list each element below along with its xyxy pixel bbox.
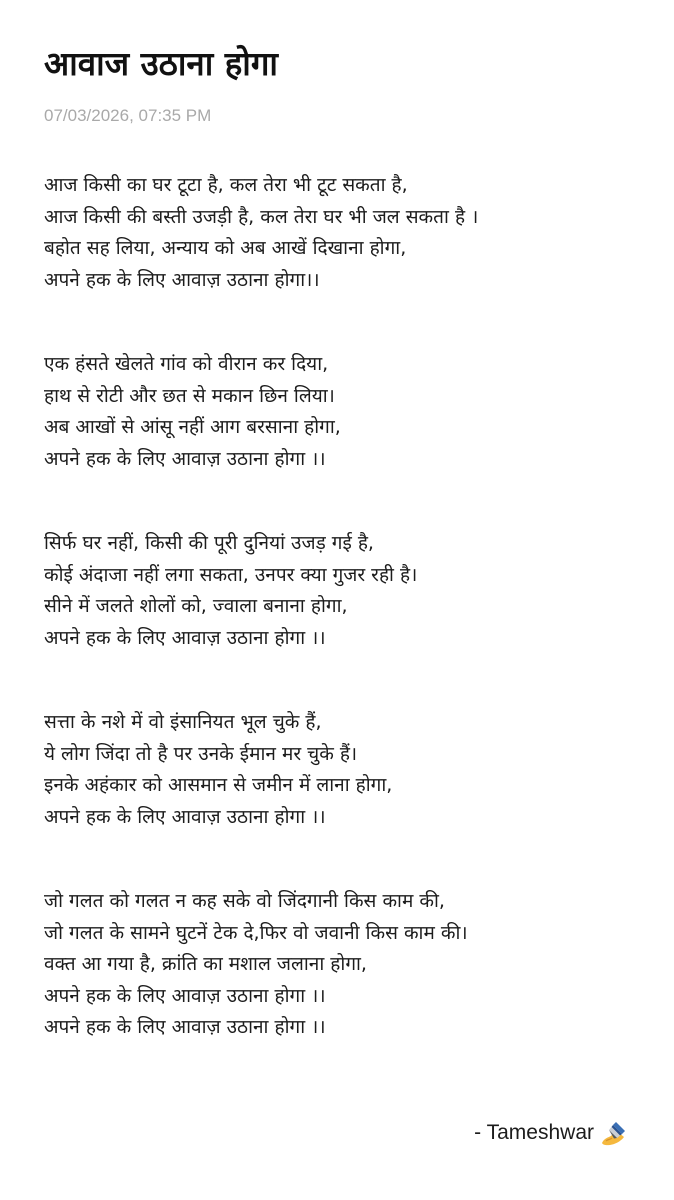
- poem-line: बहोत सह लिया, अन्याय को अब आखें दिखाना होगा,: [44, 237, 407, 259]
- writing-hand-icon: [598, 1119, 628, 1147]
- poem-line: अपने हक के लिए आवाज़ उठाना होगा ।।: [44, 447, 326, 470]
- poem-line: हाथ से रोटी और छत से मकान छिन लिया।: [44, 384, 335, 407]
- stanza: [44, 528, 664, 654]
- poem-line: अपने हक के लिए आवाज़ उठाना होगा।।: [44, 268, 320, 291]
- poem-line: अपने हक के लिए आवाज़ उठाना होगा ।।: [44, 1016, 326, 1038]
- poem-line: वक्त आ गया है, क्रांति का मशाल जलाना होगा,: [44, 953, 367, 975]
- poem-line: एक हंसते खेलते गांव को वीरान कर दिया,: [44, 353, 329, 375]
- stanza: [44, 349, 664, 475]
- poem-line: सत्ता के नशे में वो इंसानियत भूल चुके हैं,: [44, 711, 322, 733]
- poem-line: जो गलत के सामने घुटनें टेक दे,फिर वो जवानी किस काम की।: [44, 921, 468, 944]
- signature: [474, 1119, 628, 1147]
- poem-line: कोई अंदाजा नहीं लगा सकता, उनपर क्या गुजर रही है।: [44, 563, 418, 586]
- poem-line: सिर्फ घर नहीं, किसी की पूरी दुनियां उजड़ गई है,: [44, 532, 374, 554]
- stanza: [44, 707, 664, 833]
- poem-line: इनके अहंकार को आसमान से जमीन में लाना होगा,: [44, 774, 393, 796]
- stanza: [44, 886, 664, 1044]
- note-title: आवाज उठाना होगा: [44, 44, 278, 83]
- note-timestamp: 07/03/2026, 07:35 PM: [44, 106, 212, 125]
- poem-line: सीने में जलते शोलों को, ज्वाला बनाना होगा,: [44, 595, 348, 617]
- poem-line: ये लोग जिंदा तो है पर उनके ईमान मर चुके हैं।: [44, 742, 358, 765]
- poem-line: आज किसी का घर टूटा है, कल तेरा भी टूट सकता है,: [44, 174, 408, 196]
- poem-line: अपने हक के लिए आवाज़ उठाना होगा ।।: [44, 805, 326, 828]
- poem-line: अब आखों से आंसू नहीं आग बरसाना होगा,: [44, 416, 341, 438]
- poem-line: अपने हक के लिए आवाज़ उठाना होगा ।।: [44, 626, 326, 649]
- note-body: [44, 170, 664, 1097]
- poem-line: अपने हक के लिए आवाज़ उठाना होगा ।।: [44, 984, 326, 1007]
- signature-text: - Tameshwar: [474, 1121, 594, 1144]
- poem-line: जो गलत को गलत न कह सके वो जिंदगानी किस काम की,: [44, 890, 445, 912]
- stanza: [44, 170, 664, 296]
- poem-line: आज किसी की बस्ती उजड़ी है, कल तेरा घर भी जल सकता है ।: [44, 205, 479, 228]
